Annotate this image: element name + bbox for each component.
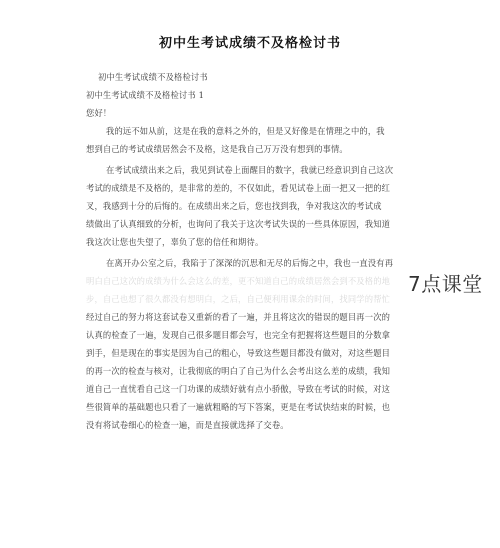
document-line: 我这次让您也失望了，辜负了您的信任和期待。 <box>86 237 264 247</box>
document-line: 的再一次的检查与核对，让我彻底的明白了自己为什么会考出这么差的成绩，我知 <box>86 366 391 376</box>
document-page <box>76 72 421 482</box>
document-line: 初中生考试成绩不及格检讨书 <box>98 72 208 82</box>
document-line: 想到自己的考试成绩居然会不及格，这是我自己万万没有想到的事情。 <box>86 144 348 154</box>
document-line: 些很简单的基础题也只看了一遍就粗略的写下答案，更是在考试快结束的时候，也 <box>86 402 391 412</box>
document-line: 初中生考试成绩不及格检讨书 1 <box>86 90 205 100</box>
document-line: 考试的成绩是不及格的，是非常的差的，不仅如此，看见试卷上面一把又一把的红 <box>86 183 391 193</box>
document-title: 初中生考试成绩不及格检讨书 <box>158 36 341 51</box>
document-line: 叉，我感到十分的后悔的。在成绩出来之后，您也找到我，争对我这次的考试成 <box>86 201 382 211</box>
document-line: 经过自己的努力将这套试卷又重新的看了一遍，并且将这次的错误的题目再一次的 <box>86 312 391 322</box>
document-line: 您好！ <box>86 108 112 118</box>
document-line: 道自己一直忧看自己这一门功课的成绩好就有点小骄傲，导致在考试的时候，对这 <box>86 384 391 394</box>
document-line: 在考试成绩出来之后，我见到试卷上面醒目的数字，我就已经意识到自己这次 <box>106 165 394 175</box>
document-line: 认真的检查了一遍，发现自己很多题目都会写，也完全有把握将这些题目的分数拿 <box>86 330 391 340</box>
document-line: 到手，但是现在的事实是因为自己的粗心，导致这些题目都没有做对，对这些题目 <box>86 348 391 358</box>
document-line: 明白自己这次的成绩为什么会这么的差，更不知道自己的成绩居然会到不及格的地 <box>86 276 391 286</box>
document-line: 在离开办公室之后，我陷于了深深的沉思和无尽的后悔之中，我也一直没有再 <box>106 258 394 268</box>
document-line: 步，自己也想了很久都没有想明白，之后，自己便利用课余的时间，找同学的帮忙 <box>86 294 391 304</box>
document-line: 没有将试卷细心的检查一遍，而是直接就选择了交卷。 <box>86 420 289 430</box>
document-line: 我的远不如从前，这是在我的意料之外的，但是又好像是在情理之中的，我 <box>106 126 385 136</box>
document-line: 绩做出了认真细致的分析，也询问了我关于这次考试失误的一些具体原因，我知道 <box>86 219 391 229</box>
bottom-fade <box>0 488 500 548</box>
watermark-text: 7点课堂 <box>408 272 483 296</box>
